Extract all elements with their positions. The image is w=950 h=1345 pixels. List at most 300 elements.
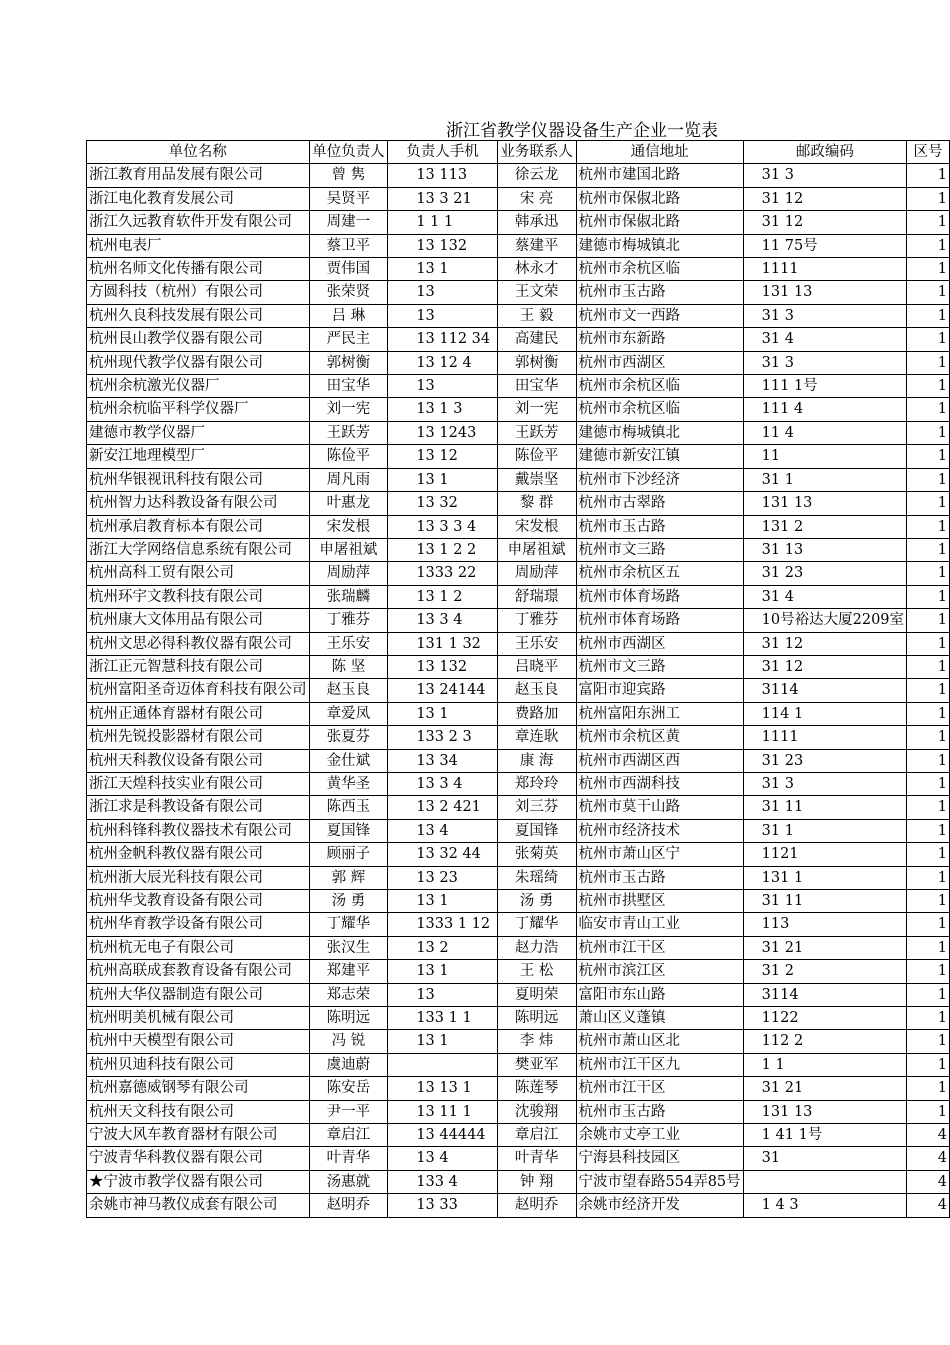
- table-cell: 1: [907, 234, 950, 257]
- table-cell: 杭州市余杭区临: [576, 398, 743, 421]
- table-cell: 杭州市保俶北路: [576, 187, 743, 210]
- table-cell: 1333 22: [388, 562, 497, 585]
- table-cell: 111 1号: [743, 375, 906, 398]
- table-cell: 13: [388, 281, 497, 304]
- table-cell: 13 11 1: [388, 1100, 497, 1123]
- table-row: [87, 351, 950, 374]
- table-cell: 13 1: [388, 890, 497, 913]
- table-cell: 13 33: [388, 1194, 497, 1217]
- table-cell: 31 3: [743, 164, 906, 187]
- table-cell: 1: [907, 492, 950, 515]
- table-cell: 申屠祖斌: [309, 538, 388, 561]
- table-cell: 杭州金帆科教仪器有限公司: [87, 843, 310, 866]
- table-cell: 1: [907, 819, 950, 842]
- table-cell: 1: [907, 866, 950, 889]
- table-row: [87, 702, 950, 725]
- table-cell: 杭州市余杭区临: [576, 258, 743, 281]
- table-cell: 高建民: [497, 328, 576, 351]
- table-cell: 1: [907, 1007, 950, 1030]
- table-row: [87, 1100, 950, 1123]
- table-cell: 萧山区义蓬镇: [576, 1007, 743, 1030]
- table-cell: 11 75号: [743, 234, 906, 257]
- table-cell: 浙江求是科教设备有限公司: [87, 796, 310, 819]
- table-cell: 杭州艮山教学仪器有限公司: [87, 328, 310, 351]
- table-row: [87, 1007, 950, 1030]
- table-cell: 1: [907, 515, 950, 538]
- table-cell: 富阳市东山路: [576, 983, 743, 1006]
- table-cell: 杭州康大文体用品有限公司: [87, 609, 310, 632]
- table-cell: 浙江教育用品发展有限公司: [87, 164, 310, 187]
- table-cell: 舒瑞璟: [497, 585, 576, 608]
- table-cell: 杭州高科工贸有限公司: [87, 562, 310, 585]
- table-cell: 4: [907, 1124, 950, 1147]
- table-cell: 1: [907, 772, 950, 795]
- table-cell: 1: [907, 1053, 950, 1076]
- table-cell: 113: [743, 913, 906, 936]
- table-cell: 杭州高联成套教育设备有限公司: [87, 960, 310, 983]
- table-cell: 杭州市西湖区: [576, 351, 743, 374]
- table-cell: 13 2: [388, 936, 497, 959]
- table-cell: 31 23: [743, 749, 906, 772]
- table-row: [87, 1147, 950, 1170]
- table-cell: 13: [388, 304, 497, 327]
- table-row: [87, 609, 950, 632]
- table-cell: 方圆科技（杭州）有限公司: [87, 281, 310, 304]
- table-cell: 钟 翔: [497, 1170, 576, 1193]
- table-cell: 宁波青华科教仪器有限公司: [87, 1147, 310, 1170]
- table-cell: 1: [907, 1030, 950, 1053]
- table-cell: 1: [907, 749, 950, 772]
- table-cell: 13 3 21: [388, 187, 497, 210]
- table-cell: 章爱凤: [309, 702, 388, 725]
- table-cell: 31 23: [743, 562, 906, 585]
- table-cell: 31 11: [743, 890, 906, 913]
- table-cell: 3114: [743, 983, 906, 1006]
- table-cell: 31 3: [743, 772, 906, 795]
- table-cell: 王 毅: [497, 304, 576, 327]
- table-cell: 余姚市丈亭工业: [576, 1124, 743, 1147]
- table-cell: 赵明乔: [309, 1194, 388, 1217]
- table-cell: 郭树衡: [497, 351, 576, 374]
- table-cell: 114 1: [743, 702, 906, 725]
- table-cell: 黎 群: [497, 492, 576, 515]
- table-cell: 杭州富阳圣奇迈体育科技有限公司: [87, 679, 310, 702]
- table-row: [87, 796, 950, 819]
- table-row: [87, 562, 950, 585]
- table-cell: 浙江久远教育软件开发有限公司: [87, 211, 310, 234]
- table-cell: 13 3 4: [388, 772, 497, 795]
- table-row: [87, 726, 950, 749]
- table-cell: 韩承迅: [497, 211, 576, 234]
- table-cell: 刘一宪: [497, 398, 576, 421]
- table-cell: 杭州市玉古路: [576, 515, 743, 538]
- table-cell: 杭州名师文化传播有限公司: [87, 258, 310, 281]
- table-cell: 31 3: [743, 304, 906, 327]
- table-cell: 杭州市西湖科技: [576, 772, 743, 795]
- table-cell: 13 1 3: [388, 398, 497, 421]
- table-cell: 1: [907, 655, 950, 678]
- table-cell: 1: [907, 187, 950, 210]
- table-cell: 杭州市玉古路: [576, 281, 743, 304]
- table-cell: 3114: [743, 679, 906, 702]
- table-cell: 郑建平: [309, 960, 388, 983]
- table-cell: 建德市梅城镇北: [576, 421, 743, 444]
- table-cell: 余姚市神马教仪成套有限公司: [87, 1194, 310, 1217]
- table-cell: 杭州富阳东洲工: [576, 702, 743, 725]
- table-row: [87, 1194, 950, 1217]
- table-cell: 丁耀华: [497, 913, 576, 936]
- table-cell: 杭州市古翠路: [576, 492, 743, 515]
- table-cell: 杭州市玉古路: [576, 866, 743, 889]
- table-cell: 杭州华育教学设备有限公司: [87, 913, 310, 936]
- table-cell: 张菊英: [497, 843, 576, 866]
- table-cell: 杭州市拱墅区: [576, 890, 743, 913]
- table-cell: 杭州市东新路: [576, 328, 743, 351]
- table-cell: 1333 1 12: [388, 913, 497, 936]
- table-cell: 杭州久良科技发展有限公司: [87, 304, 310, 327]
- table-cell: 杭州市江干区: [576, 1077, 743, 1100]
- table-cell: 31 1: [743, 468, 906, 491]
- table-cell: 4: [907, 1194, 950, 1217]
- table-cell: 赵玉良: [497, 679, 576, 702]
- table-cell: 13 132: [388, 234, 497, 257]
- table-cell: 杭州天科教仪设备有限公司: [87, 749, 310, 772]
- table-cell: 新安江地理模型厂: [87, 445, 310, 468]
- table-cell: 131 1: [743, 866, 906, 889]
- table-cell: 13 1: [388, 258, 497, 281]
- table-row: [87, 445, 950, 468]
- table-cell: 13 1243: [388, 421, 497, 444]
- table-row: [87, 936, 950, 959]
- table-cell: 1: [907, 609, 950, 632]
- table-row: [87, 328, 950, 351]
- table-cell: 31 1: [743, 819, 906, 842]
- table-cell: 1: [907, 796, 950, 819]
- table-cell: 杭州明美机械有限公司: [87, 1007, 310, 1030]
- table-row: [87, 819, 950, 842]
- table-cell: 杭州市经济技术: [576, 819, 743, 842]
- table-cell: 叶青华: [497, 1147, 576, 1170]
- table-cell: 余姚市经济开发: [576, 1194, 743, 1217]
- table-cell: 陈 坚: [309, 655, 388, 678]
- table-cell: 蔡卫平: [309, 234, 388, 257]
- table-cell: 郑志荣: [309, 983, 388, 1006]
- table-cell: 10号裕达大厦2209室: [743, 609, 906, 632]
- table-cell: 杭州贝迪科技有限公司: [87, 1053, 310, 1076]
- table-cell: 杭州文思必得科教仪器有限公司: [87, 632, 310, 655]
- table-cell: 杭州浙大辰光科技有限公司: [87, 866, 310, 889]
- table-cell: 虞迪蔚: [309, 1053, 388, 1076]
- table-cell: 1: [907, 445, 950, 468]
- table-cell: 周建一: [309, 211, 388, 234]
- table-cell: 章连耿: [497, 726, 576, 749]
- table-cell: 31: [743, 1147, 906, 1170]
- table-cell: 浙江大学网络信息系统有限公司: [87, 538, 310, 561]
- table-cell: 13 12 4: [388, 351, 497, 374]
- table-cell: 111 4: [743, 398, 906, 421]
- table-cell: 1: [907, 726, 950, 749]
- table-row: [87, 234, 950, 257]
- page-title: 浙江省教学仪器设备生产企业一览表: [446, 121, 718, 141]
- table-cell: [388, 1053, 497, 1076]
- table-cell: 1: [907, 562, 950, 585]
- table-cell: 13 34: [388, 749, 497, 772]
- table-cell: 杭州智力达科教设备有限公司: [87, 492, 310, 515]
- table-cell: 13 1: [388, 468, 497, 491]
- table-cell: 陈明远: [309, 1007, 388, 1030]
- table-cell: 汤惠就: [309, 1170, 388, 1193]
- table-cell: 丁雅芬: [309, 609, 388, 632]
- table-cell: 汤 勇: [497, 890, 576, 913]
- table-cell: 宋发根: [497, 515, 576, 538]
- table-cell: 1: [907, 913, 950, 936]
- table-cell: 1: [907, 538, 950, 561]
- table-cell: 杭州华银视讯科技有限公司: [87, 468, 310, 491]
- table-cell: 1: [907, 679, 950, 702]
- table-cell: 田宝华: [309, 375, 388, 398]
- table-cell: 杭州市西湖区: [576, 632, 743, 655]
- table-cell: 31 12: [743, 187, 906, 210]
- table-cell: 13 4: [388, 1147, 497, 1170]
- table-cell: 31 13: [743, 538, 906, 561]
- table-row: [87, 679, 950, 702]
- table-row: [87, 164, 950, 187]
- table-cell: 杭州环宇文教科技有限公司: [87, 585, 310, 608]
- table-cell: 13 1 2: [388, 585, 497, 608]
- table-cell: 131 13: [743, 492, 906, 515]
- table-cell: 沈骏翔: [497, 1100, 576, 1123]
- table-cell: 赵明乔: [497, 1194, 576, 1217]
- table-cell: 郭树衡: [309, 351, 388, 374]
- table-cell: 陈俭平: [497, 445, 576, 468]
- table-row: [87, 304, 950, 327]
- table-cell: 夏国锋: [497, 819, 576, 842]
- table-cell: 杭州市文三路: [576, 655, 743, 678]
- table-cell: 13 4: [388, 819, 497, 842]
- table-cell: 11 4: [743, 421, 906, 444]
- table-cell: 叶青华: [309, 1147, 388, 1170]
- table-cell: 133 1 1: [388, 1007, 497, 1030]
- table-cell: 刘一宪: [309, 398, 388, 421]
- table-cell: 郭 辉: [309, 866, 388, 889]
- table-cell: 杭州市玉古路: [576, 1100, 743, 1123]
- table-cell: 蔡建平: [497, 234, 576, 257]
- table-cell: 建德市新安江镇: [576, 445, 743, 468]
- table-cell: 戴崇坚: [497, 468, 576, 491]
- enterprise-table: [86, 140, 950, 1218]
- table-cell: 1: [907, 960, 950, 983]
- table-cell: 1: [907, 328, 950, 351]
- table-cell: 陈莲琴: [497, 1077, 576, 1100]
- table-cell: 贾伟国: [309, 258, 388, 281]
- table-row: [87, 632, 950, 655]
- table-cell: 31 21: [743, 1077, 906, 1100]
- table-cell: 杭州嘉德威钢琴有限公司: [87, 1077, 310, 1100]
- table-cell: 杭州余杭临平科学仪器厂: [87, 398, 310, 421]
- column-header: 通信地址: [576, 141, 743, 164]
- table-cell: [743, 1170, 906, 1193]
- table-body: [87, 164, 950, 1217]
- table-cell: 赵玉良: [309, 679, 388, 702]
- table-cell: 丁耀华: [309, 913, 388, 936]
- table-row: [87, 258, 950, 281]
- table-cell: 133 2 3: [388, 726, 497, 749]
- table-cell: 31 21: [743, 936, 906, 959]
- table-cell: 131 13: [743, 1100, 906, 1123]
- column-header: 区号: [907, 141, 950, 164]
- table-cell: 杭州先锐投影器材有限公司: [87, 726, 310, 749]
- table-cell: 杭州市文三路: [576, 538, 743, 561]
- table-cell: 王跃芳: [497, 421, 576, 444]
- table-cell: 叶惠龙: [309, 492, 388, 515]
- table-cell: 31 12: [743, 211, 906, 234]
- table-cell: 13 3 3 4: [388, 515, 497, 538]
- table-cell: 杭州市文一西路: [576, 304, 743, 327]
- table-cell: 杭州市江干区九: [576, 1053, 743, 1076]
- table-cell: 13 44444: [388, 1124, 497, 1147]
- table-cell: 浙江电化教育发展公司: [87, 187, 310, 210]
- table-cell: 1: [907, 1100, 950, 1123]
- table-cell: 冯 锐: [309, 1030, 388, 1053]
- table-row: [87, 187, 950, 210]
- table-cell: 周励萍: [497, 562, 576, 585]
- table-cell: 杭州中天模型有限公司: [87, 1030, 310, 1053]
- table-cell: 张夏芬: [309, 726, 388, 749]
- table-cell: 曾 隽: [309, 164, 388, 187]
- table-cell: 尹一平: [309, 1100, 388, 1123]
- table-cell: 张瑞麟: [309, 585, 388, 608]
- table-cell: 13 32: [388, 492, 497, 515]
- table-row: [87, 492, 950, 515]
- table-cell: 杭州市保俶北路: [576, 211, 743, 234]
- table-cell: 13: [388, 983, 497, 1006]
- table-row: [87, 655, 950, 678]
- table-cell: 13 13 1: [388, 1077, 497, 1100]
- table-cell: 周励萍: [309, 562, 388, 585]
- table-cell: 吕 琳: [309, 304, 388, 327]
- table-row: [87, 1030, 950, 1053]
- table-cell: 杭州杭无电子有限公司: [87, 936, 310, 959]
- table-row: [87, 585, 950, 608]
- column-header: 邮政编码: [743, 141, 906, 164]
- table-cell: 13 132: [388, 655, 497, 678]
- table-cell: 吴贤平: [309, 187, 388, 210]
- table-cell: 田宝华: [497, 375, 576, 398]
- table-cell: 13 32 44: [388, 843, 497, 866]
- table-cell: 郑玲玲: [497, 772, 576, 795]
- table-cell: 李 炜: [497, 1030, 576, 1053]
- table-cell: 宁波大风车教育器材有限公司: [87, 1124, 310, 1147]
- table-cell: 杭州科锋科教仪器技术有限公司: [87, 819, 310, 842]
- column-header: 单位名称: [87, 141, 310, 164]
- table-cell: 112 2: [743, 1030, 906, 1053]
- table-cell: 宁海县科技园区: [576, 1147, 743, 1170]
- table-cell: 4: [907, 1147, 950, 1170]
- table-cell: 31 11: [743, 796, 906, 819]
- table-cell: 13 1 2 2: [388, 538, 497, 561]
- table-cell: 章启江: [497, 1124, 576, 1147]
- table-cell: 王 松: [497, 960, 576, 983]
- table-cell: 申屠祖斌: [497, 538, 576, 561]
- table-cell: 夏国锋: [309, 819, 388, 842]
- table-row: [87, 421, 950, 444]
- table-row: [87, 1170, 950, 1193]
- table-cell: 徐云龙: [497, 164, 576, 187]
- table-cell: 杭州市萧山区北: [576, 1030, 743, 1053]
- table-cell: 建德市梅城镇北: [576, 234, 743, 257]
- table-header-row: [87, 141, 950, 164]
- table-cell: 31 3: [743, 351, 906, 374]
- table-cell: 刘三芬: [497, 796, 576, 819]
- table-cell: 13 24144: [388, 679, 497, 702]
- table-cell: 1111: [743, 258, 906, 281]
- table-cell: 杭州市江干区: [576, 936, 743, 959]
- table-cell: 1: [907, 1077, 950, 1100]
- table-cell: 1: [907, 351, 950, 374]
- table-cell: 杭州市体育场路: [576, 585, 743, 608]
- table-cell: 1: [907, 936, 950, 959]
- table-row: [87, 281, 950, 304]
- table-cell: 13 1: [388, 960, 497, 983]
- table-cell: 杭州电表厂: [87, 234, 310, 257]
- table-row: [87, 1124, 950, 1147]
- table-row: [87, 211, 950, 234]
- table-cell: 陈明远: [497, 1007, 576, 1030]
- table-cell: 汤 勇: [309, 890, 388, 913]
- table-cell: 1: [907, 164, 950, 187]
- table-cell: 13 23: [388, 866, 497, 889]
- table-cell: 1: [907, 398, 950, 421]
- table-row: [87, 843, 950, 866]
- table-cell: 林永才: [497, 258, 576, 281]
- table-cell: 杭州现代教学仪器有限公司: [87, 351, 310, 374]
- table-cell: 13 1: [388, 1030, 497, 1053]
- table-cell: 康 海: [497, 749, 576, 772]
- table-cell: 周凡雨: [309, 468, 388, 491]
- table-cell: 陈安岳: [309, 1077, 388, 1100]
- table-cell: 樊亚军: [497, 1053, 576, 1076]
- table-cell: 王乐安: [309, 632, 388, 655]
- table-cell: 31 12: [743, 632, 906, 655]
- table-cell: 夏明荣: [497, 983, 576, 1006]
- table-cell: 131 1 32: [388, 632, 497, 655]
- table-cell: 费路加: [497, 702, 576, 725]
- table-cell: 金仕斌: [309, 749, 388, 772]
- table-cell: 1122: [743, 1007, 906, 1030]
- table-cell: 杭州市萧山区宁: [576, 843, 743, 866]
- table-cell: 1: [907, 585, 950, 608]
- table-cell: 1 4 3: [743, 1194, 906, 1217]
- table-cell: 13: [388, 375, 497, 398]
- table-cell: 杭州市余杭区临: [576, 375, 743, 398]
- table-cell: 杭州华戈教育设备有限公司: [87, 890, 310, 913]
- column-header: 单位负责人: [309, 141, 388, 164]
- table-cell: 王文荣: [497, 281, 576, 304]
- table-row: [87, 515, 950, 538]
- table-cell: 杭州市建国北路: [576, 164, 743, 187]
- table-cell: 1: [907, 375, 950, 398]
- table-cell: 杭州正通体育器材有限公司: [87, 702, 310, 725]
- table-cell: 王跃芳: [309, 421, 388, 444]
- table-cell: 丁雅芬: [497, 609, 576, 632]
- table-cell: 杭州市下沙经济: [576, 468, 743, 491]
- table-cell: 1: [907, 281, 950, 304]
- table-cell: 宋发根: [309, 515, 388, 538]
- table-cell: 顾丽子: [309, 843, 388, 866]
- table-cell: 13 1: [388, 702, 497, 725]
- table-row: [87, 468, 950, 491]
- table-cell: 杭州大华仪器制造有限公司: [87, 983, 310, 1006]
